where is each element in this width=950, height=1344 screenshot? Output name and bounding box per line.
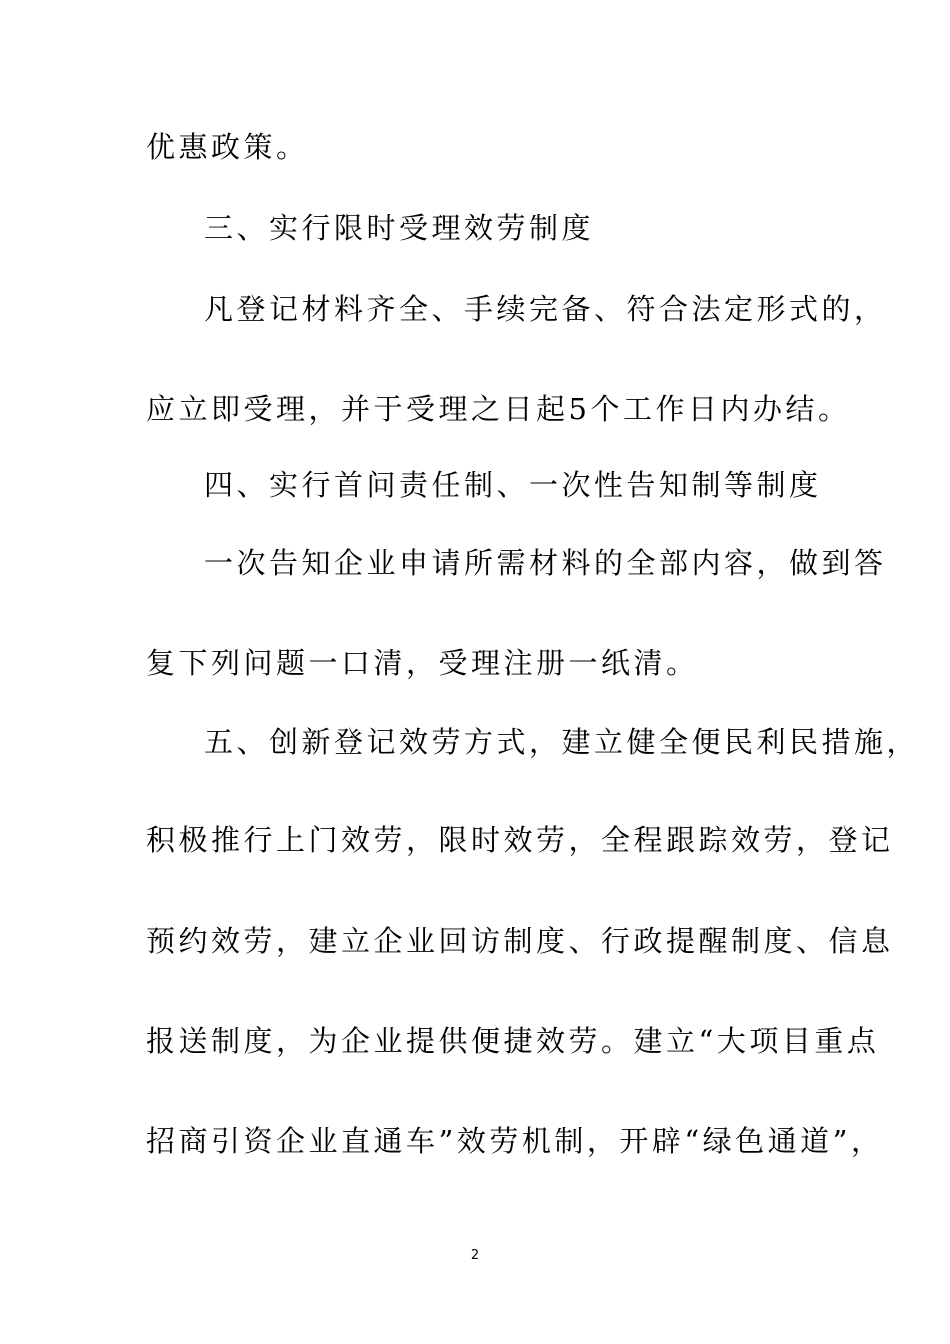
text-line-7: 复下列问题一口清，受理注册一纸清。 (146, 646, 699, 680)
text-line-3: 凡登记材料齐全、手续完备、符合法定形式的， (204, 292, 887, 326)
text-line-10: 预约效劳，建立企业回访制度、行政提醒制度、信息 (146, 924, 894, 958)
section-heading-5: 五、创新登记效劳方式，建立健全便民利民措施， (204, 725, 920, 759)
text-line-4: 应立即受理，并于受理之日起5个工作日内办结。 (146, 392, 851, 426)
text-line-1: 优惠政策。 (146, 130, 309, 164)
section-heading-3: 三、实行限时受理效劳制度 (204, 211, 595, 245)
text-line-9: 积极推行上门效劳，限时效劳，全程跟踪效劳，登记 (146, 823, 894, 857)
page-number: 2 (470, 1248, 480, 1263)
text-line-11: 报送制度，为企业提供便捷效劳。建立“大项目重点 (146, 1024, 880, 1058)
section-heading-4: 四、实行首问责任制、一次性告知制等制度 (204, 468, 822, 502)
text-line-6: 一次告知企业申请所需材料的全部内容，做到答 (204, 546, 887, 580)
text-line-12: 招商引资企业直通车”效劳机制，开辟“绿色通道”， (146, 1124, 884, 1158)
